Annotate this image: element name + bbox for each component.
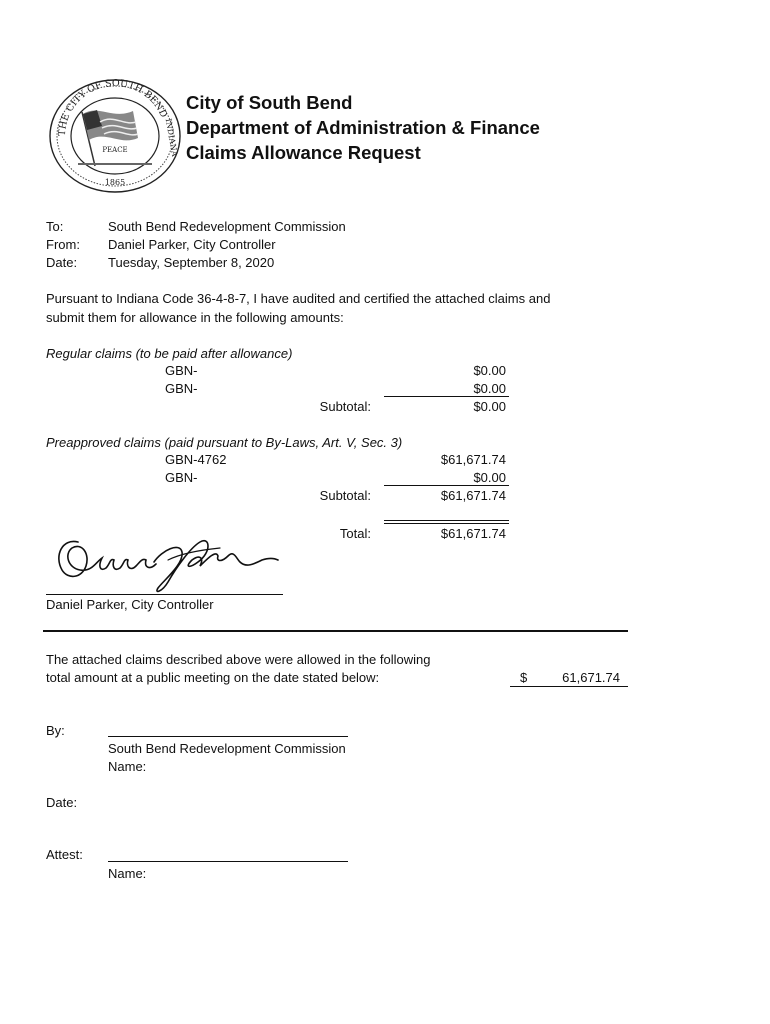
intro-line-1: Pursuant to Indiana Code 36-4-8-7, I have audited and certified the attached claims and	[46, 291, 551, 306]
signature-image	[50, 528, 280, 594]
preapproved-claim-amount: $61,671.74	[440, 452, 506, 467]
signature-line	[46, 594, 283, 595]
city-seal	[48, 78, 182, 194]
regular-claims-heading: Regular claims (to be paid after allowance)	[46, 346, 293, 361]
regular-claim-amount: $0.00	[473, 381, 506, 396]
regular-claim-code: GBN-	[165, 363, 198, 378]
preapproved-subtotal-amount: $61,671.74	[440, 488, 506, 503]
seal-top-text: THE CITY OF SOUTH BEND	[56, 78, 170, 137]
preapproved-claim-amount: $0.00	[473, 470, 506, 485]
by-name-label: Name:	[108, 759, 147, 774]
to-value: South Bend Redevelopment Commission	[108, 219, 346, 234]
regular-claim-amount: $0.00	[473, 363, 506, 378]
total-label: Total:	[339, 526, 371, 541]
attest-label: Attest:	[46, 847, 83, 862]
section-divider	[43, 630, 628, 632]
regular-subtotal-amount: $0.00	[473, 399, 506, 414]
total-amount: $61,671.74	[440, 526, 506, 541]
preapproved-subtotal-label: Subtotal:	[319, 488, 371, 503]
total-double-rule	[384, 520, 509, 521]
header-department: Department of Administration & Finance	[186, 117, 540, 138]
date-value: Tuesday, September 8, 2020	[108, 255, 275, 270]
allowance-amount-rule	[510, 686, 628, 687]
header-city: City of South Bend	[186, 92, 353, 113]
allowance-line-2: total amount at a public meeting on the date stated below:	[46, 670, 380, 685]
attest-name-label: Name:	[108, 866, 147, 881]
allowance-currency: $	[520, 670, 528, 685]
preapproved-subtotal-rule	[384, 485, 509, 486]
regular-subtotal-label: Subtotal:	[319, 399, 371, 414]
intro-line-2: submit them for allowance in the following amounts:	[46, 310, 344, 325]
header-form-title: Claims Allowance Request	[186, 142, 421, 163]
preapproved-claim-code: GBN-	[165, 470, 198, 485]
allowance-amount: 61,671.74	[562, 670, 620, 685]
regular-subtotal-rule	[384, 396, 509, 397]
from-label: From:	[46, 237, 80, 252]
regular-claim-code: GBN-	[165, 381, 198, 396]
flag-icon	[78, 110, 152, 166]
preapproved-claims-heading: Preapproved claims (paid pursuant to By-Laws, Art. V, Sec. 3)	[46, 435, 403, 450]
signer-name: Daniel Parker, City Controller	[46, 597, 214, 612]
by-label: By:	[46, 723, 65, 738]
date-label: Date:	[46, 255, 78, 270]
seal-center-text: PEACE	[102, 146, 128, 154]
commission-name: South Bend Redevelopment Commission	[108, 741, 346, 756]
to-label: To:	[46, 219, 64, 234]
preapproved-claim-code: GBN-4762	[165, 452, 227, 467]
approval-date-label: Date:	[46, 795, 78, 810]
by-signature-line	[108, 736, 348, 737]
seal-side-text: INDIANA	[163, 117, 180, 158]
allowance-line-1: The attached claims described above were allowed in the following	[46, 652, 431, 667]
from-value: Daniel Parker, City Controller	[108, 237, 276, 252]
attest-signature-line	[108, 861, 348, 862]
total-double-rule	[384, 523, 509, 524]
seal-year: 1865	[104, 178, 126, 187]
